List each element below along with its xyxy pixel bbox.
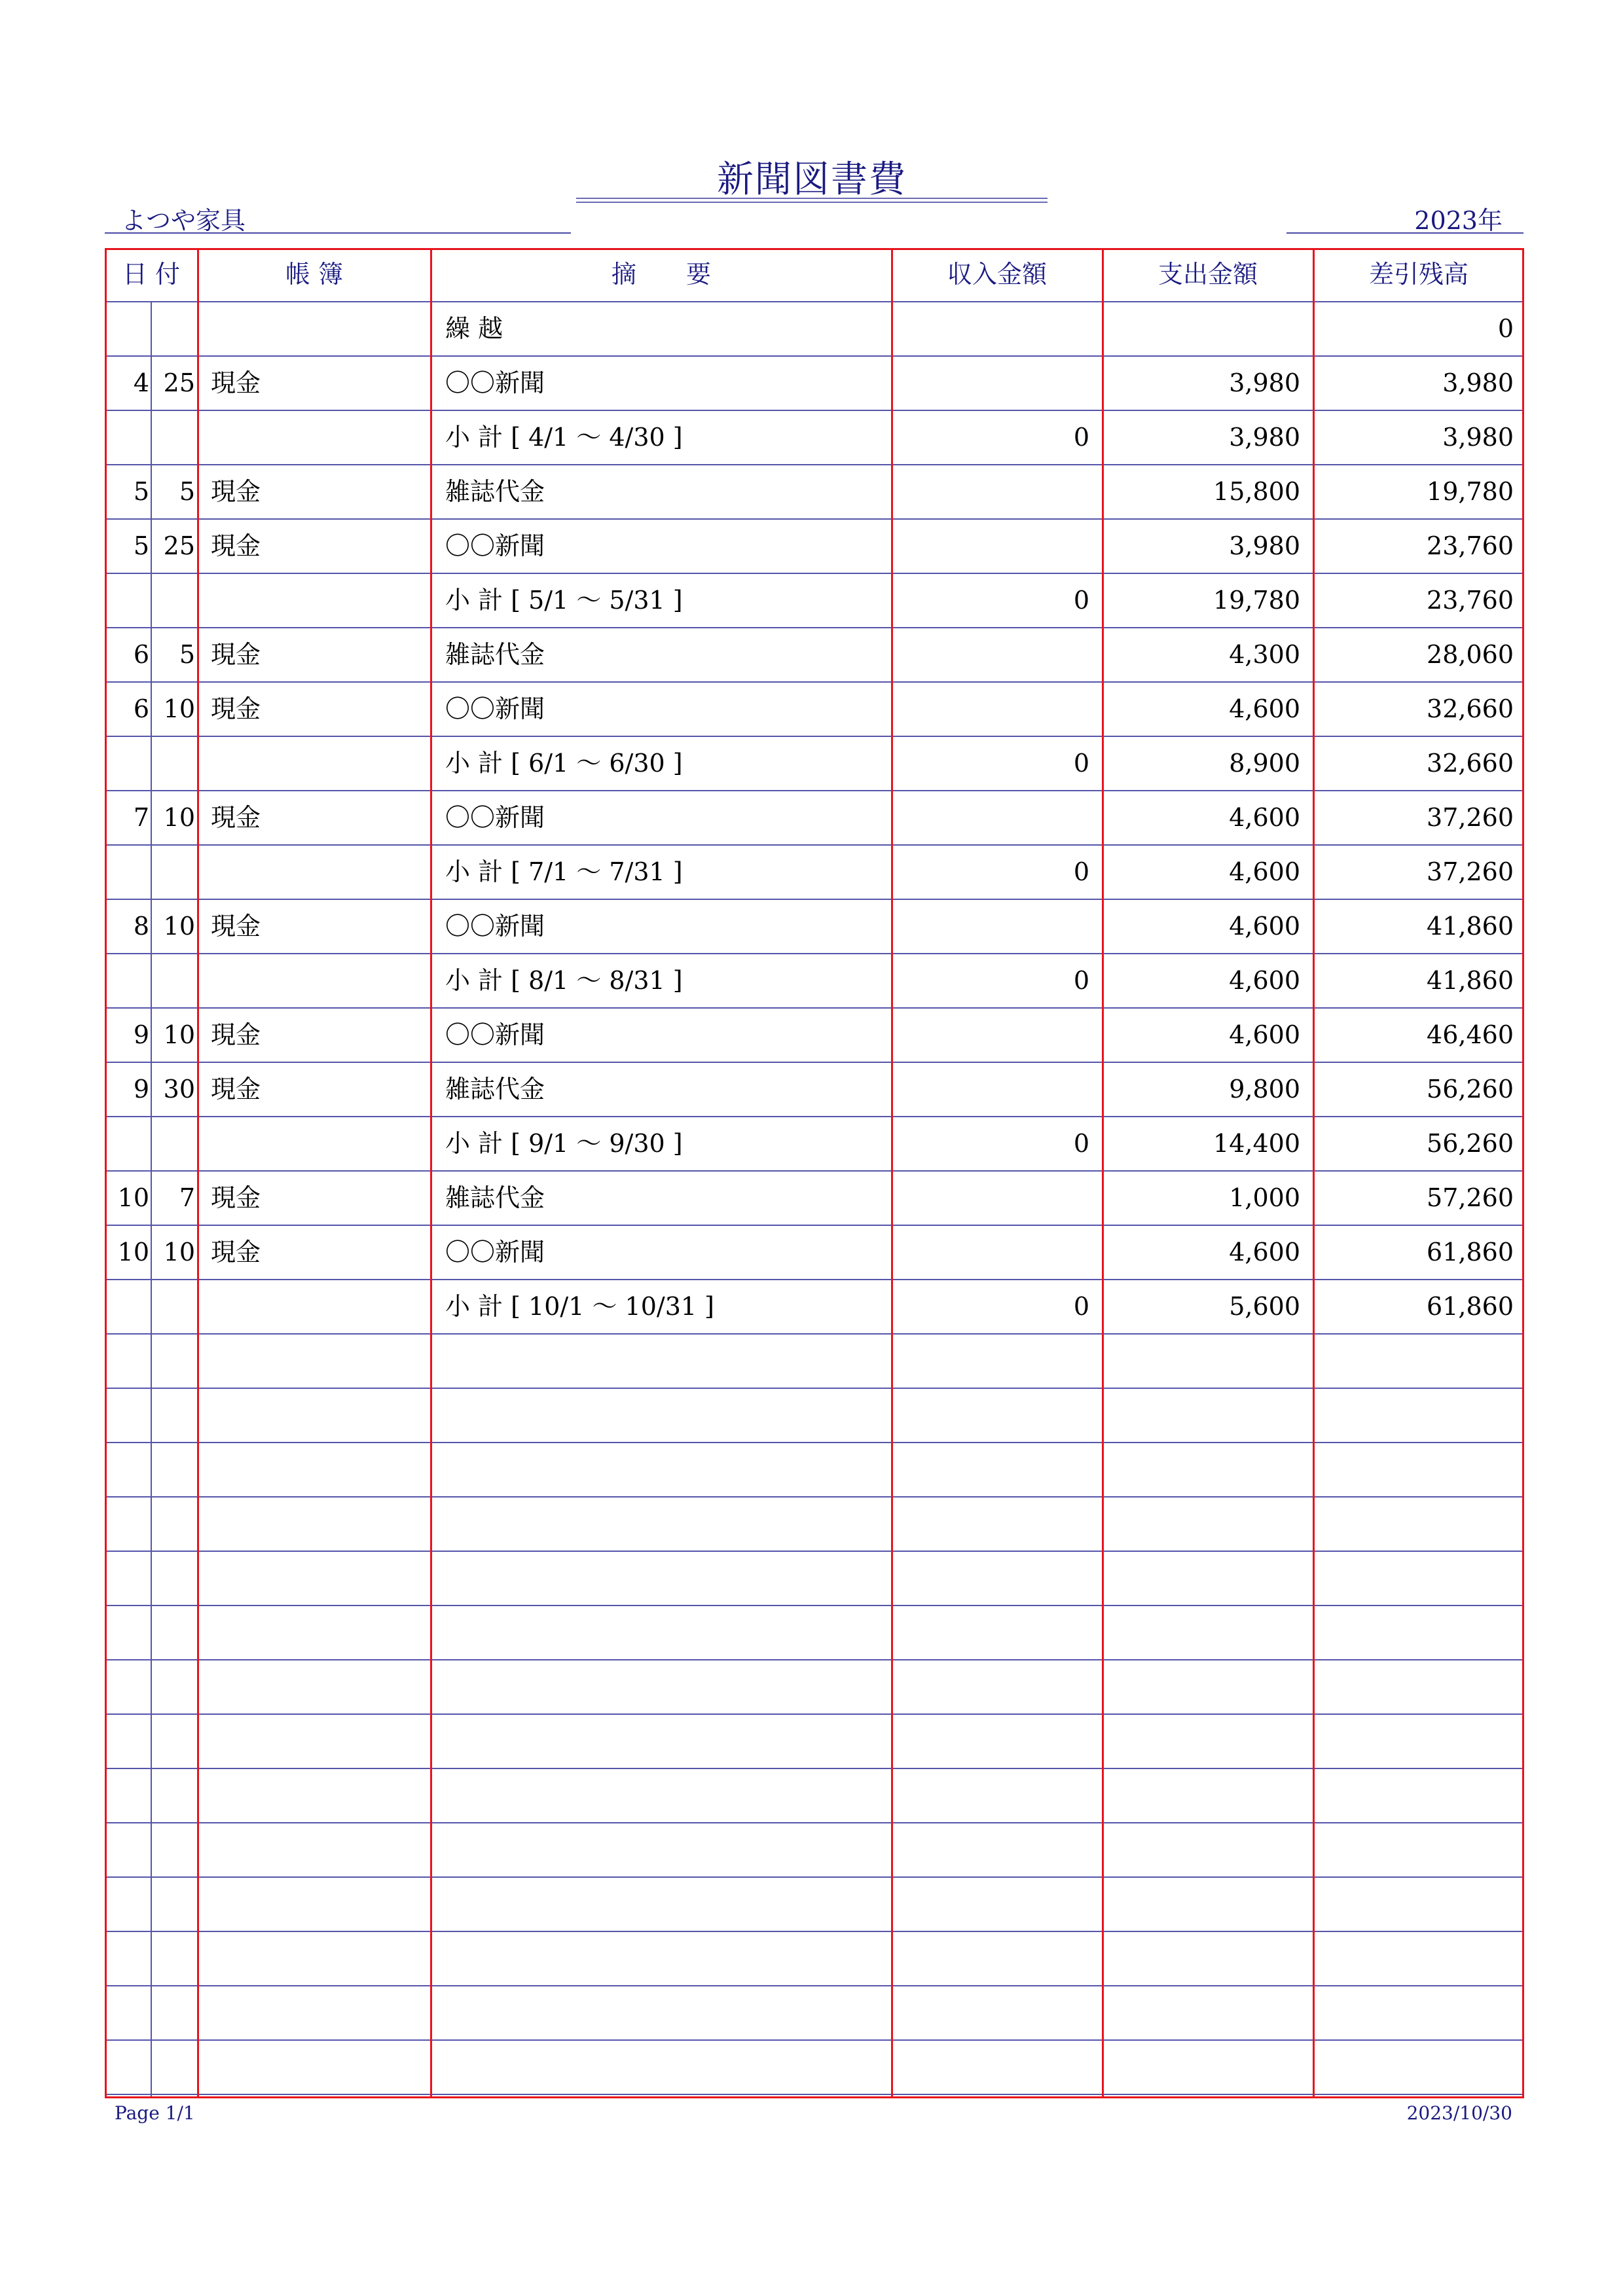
cell-balance: 0 <box>1497 314 1514 343</box>
cell-description: 雑誌代金 <box>445 477 545 506</box>
cell-balance: 56,260 <box>1427 1129 1514 1158</box>
cell-description: 繰 越 <box>445 314 503 343</box>
cell-income: 0 <box>1073 749 1089 778</box>
cell-expense: 4,600 <box>1229 803 1300 832</box>
cell-balance: 61,860 <box>1427 1238 1514 1266</box>
cell-month: 4 <box>133 368 149 397</box>
cell-book: 現金 <box>211 1183 261 1212</box>
cell-expense: 4,600 <box>1229 857 1300 886</box>
cell-balance: 19,780 <box>1427 477 1514 506</box>
cell-day: 30 <box>163 1075 195 1103</box>
cell-balance: 23,760 <box>1427 531 1514 560</box>
table-frame <box>105 248 1524 2098</box>
cell-balance: 3,980 <box>1442 423 1514 452</box>
cell-income: 0 <box>1073 857 1089 886</box>
cell-book: 現金 <box>211 477 261 506</box>
cell-month: 5 <box>133 531 149 560</box>
cell-month: 10 <box>117 1183 149 1212</box>
cell-day: 10 <box>163 912 195 941</box>
cell-description: 小 計 [ 7/1 〜 7/31 ] <box>445 857 683 886</box>
cell-description: 小 計 [ 9/1 〜 9/30 ] <box>445 1129 683 1158</box>
cell-description: 小 計 [ 5/1 〜 5/31 ] <box>445 586 683 615</box>
cell-balance: 41,860 <box>1427 966 1514 995</box>
year-underline <box>1286 232 1523 234</box>
cell-month: 7 <box>133 803 149 832</box>
cell-book: 現金 <box>211 1238 261 1266</box>
cell-description: 〇〇新聞 <box>445 531 545 560</box>
cell-expense: 8,900 <box>1229 749 1300 778</box>
cell-description: 雑誌代金 <box>445 1183 545 1212</box>
cell-expense: 1,000 <box>1229 1183 1300 1212</box>
cell-balance: 57,260 <box>1427 1183 1514 1212</box>
company-name: よつや家具 <box>121 206 246 235</box>
cell-book: 現金 <box>211 1075 261 1103</box>
cell-description: 小 計 [ 4/1 〜 4/30 ] <box>445 423 683 452</box>
cell-expense: 4,600 <box>1229 1020 1300 1049</box>
page-number: Page 1/1 <box>115 2102 195 2124</box>
cell-income: 0 <box>1073 966 1089 995</box>
cell-income: 0 <box>1073 1129 1089 1158</box>
cell-expense: 3,980 <box>1229 423 1300 452</box>
cell-month: 6 <box>133 694 149 723</box>
cell-month: 5 <box>133 477 149 506</box>
cell-month: 9 <box>133 1075 149 1103</box>
title-underline-bottom <box>576 202 1048 203</box>
cell-description: 雑誌代金 <box>445 640 545 669</box>
header-expense: 支出金額 <box>1158 260 1258 289</box>
cell-book: 現金 <box>211 1020 261 1049</box>
cell-description: 〇〇新聞 <box>445 803 545 832</box>
cell-description: 〇〇新聞 <box>445 1020 545 1049</box>
cell-day: 25 <box>163 531 195 560</box>
cell-book: 現金 <box>211 531 261 560</box>
header-balance: 差引残高 <box>1368 260 1468 289</box>
cell-balance: 37,260 <box>1427 857 1514 886</box>
cell-expense: 9,800 <box>1229 1075 1300 1103</box>
cell-income: 0 <box>1073 586 1089 615</box>
cell-day: 7 <box>179 1183 195 1212</box>
cell-balance: 37,260 <box>1427 803 1514 832</box>
cell-income: 0 <box>1073 423 1089 452</box>
header-date: 日 付 <box>122 260 181 289</box>
printed-date: 2023/10/30 <box>1406 2102 1512 2124</box>
cell-book: 現金 <box>211 640 261 669</box>
cell-month: 6 <box>133 640 149 669</box>
ledger-table <box>105 248 1524 2098</box>
cell-book: 現金 <box>211 912 261 941</box>
cell-description: 小 計 [ 10/1 〜 10/31 ] <box>445 1292 714 1321</box>
cell-day: 5 <box>179 640 195 669</box>
cell-balance: 28,060 <box>1427 640 1514 669</box>
cell-day: 10 <box>163 694 195 723</box>
cell-day: 10 <box>163 803 195 832</box>
cell-expense: 4,600 <box>1229 1238 1300 1266</box>
ledger-year: 2023年 <box>1414 206 1503 235</box>
cell-expense: 19,780 <box>1213 586 1300 615</box>
title-underline-top <box>576 198 1048 199</box>
cell-balance: 46,460 <box>1427 1020 1514 1049</box>
cell-expense: 4,600 <box>1229 694 1300 723</box>
cell-expense: 4,600 <box>1229 966 1300 995</box>
cell-description: 〇〇新聞 <box>445 368 545 397</box>
cell-book: 現金 <box>211 368 261 397</box>
cell-month: 10 <box>117 1238 149 1266</box>
cell-description: 〇〇新聞 <box>445 1238 545 1266</box>
cell-description: 小 計 [ 8/1 〜 8/31 ] <box>445 966 683 995</box>
cell-expense: 15,800 <box>1213 477 1300 506</box>
cell-balance: 3,980 <box>1442 368 1514 397</box>
cell-balance: 56,260 <box>1427 1075 1514 1103</box>
cell-description: 〇〇新聞 <box>445 912 545 941</box>
company-underline <box>105 232 571 234</box>
cell-expense: 3,980 <box>1229 531 1300 560</box>
cell-description: 雑誌代金 <box>445 1075 545 1103</box>
header-income: 収入金額 <box>947 260 1047 289</box>
cell-day: 10 <box>163 1238 195 1266</box>
cell-balance: 41,860 <box>1427 912 1514 941</box>
cell-balance: 61,860 <box>1427 1292 1514 1321</box>
header-description: 摘 要 <box>611 260 711 289</box>
cell-month: 9 <box>133 1020 149 1049</box>
cell-income: 0 <box>1073 1292 1089 1321</box>
cell-description: 小 計 [ 6/1 〜 6/30 ] <box>445 749 683 778</box>
header-book: 帳 簿 <box>285 260 344 289</box>
cell-book: 現金 <box>211 803 261 832</box>
ledger-title: 新聞図書費 <box>717 158 907 201</box>
cell-expense: 14,400 <box>1213 1129 1300 1158</box>
cell-expense: 5,600 <box>1229 1292 1300 1321</box>
cell-expense: 4,300 <box>1229 640 1300 669</box>
cell-expense: 4,600 <box>1229 912 1300 941</box>
cell-balance: 32,660 <box>1427 694 1514 723</box>
cell-balance: 32,660 <box>1427 749 1514 778</box>
cell-book: 現金 <box>211 694 261 723</box>
cell-day: 10 <box>163 1020 195 1049</box>
cell-day: 25 <box>163 368 195 397</box>
cell-description: 〇〇新聞 <box>445 694 545 723</box>
cell-balance: 23,760 <box>1427 586 1514 615</box>
cell-month: 8 <box>133 912 149 941</box>
cell-day: 5 <box>179 477 195 506</box>
cell-expense: 3,980 <box>1229 368 1300 397</box>
